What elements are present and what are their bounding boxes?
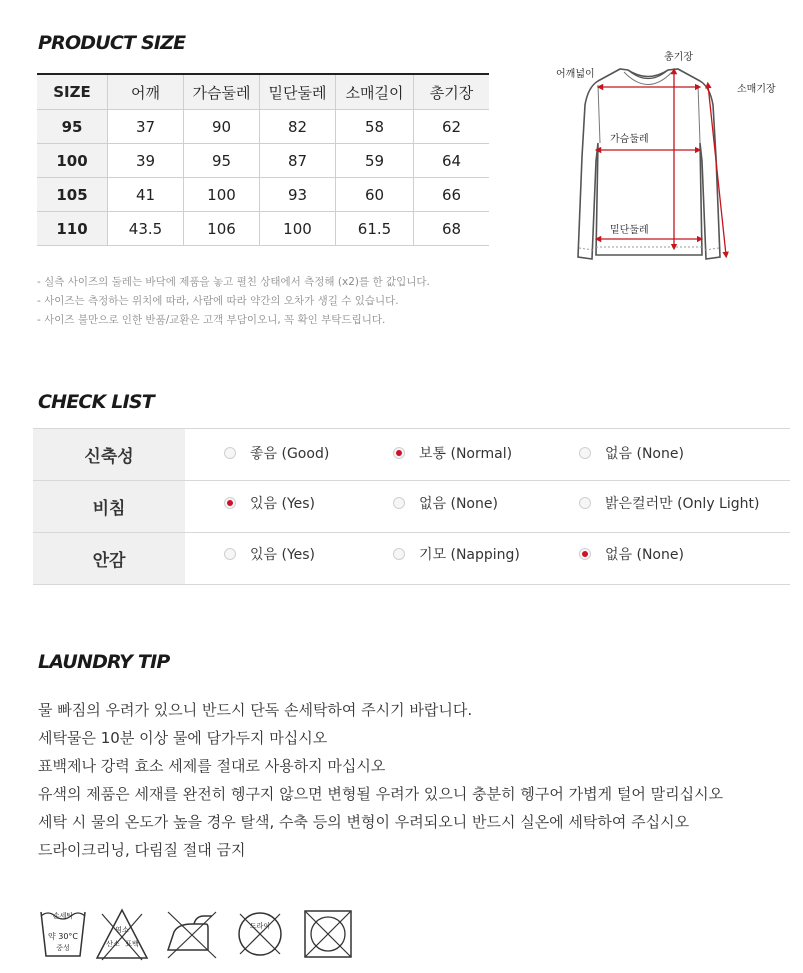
table-cell: 37 <box>108 110 184 144</box>
no-bleach-icon <box>94 906 150 962</box>
table-cell: 41 <box>108 178 184 212</box>
tip-line: 유색의 제품은 세재를 완전히 헹구지 않으면 변형될 우려가 있으니 충분히 헹구어 가볍게 털어 말리십시오 <box>38 785 724 803</box>
tip-line: 물 빠짐의 우려가 있으니 반드시 단독 손세탁하여 주시기 바랍니다. <box>38 701 473 719</box>
header-size: SIZE <box>37 74 108 110</box>
table-cell: 59 <box>336 144 414 178</box>
option-sheer-yes[interactable] <box>224 493 315 513</box>
table-cell: 82 <box>260 110 336 144</box>
size-cell: 100 <box>37 144 108 178</box>
no-iron-icon <box>164 906 220 962</box>
header-hem: 밑단둘레 <box>260 74 336 110</box>
laundry-tip-title: LAUNDRY TIP <box>38 651 170 673</box>
table-cell: 61.5 <box>336 212 414 246</box>
tip-line: 세탁 시 물의 온도가 높을 경우 탈색, 수축 등의 변형이 우려되오니 반드시 실온에 세탁하여 주십시오 <box>38 813 690 831</box>
measurement-diagram <box>548 45 776 270</box>
option-label: 보통 (Normal) <box>419 446 513 462</box>
header-length: 총기장 <box>414 74 490 110</box>
label-chest: 가슴둘레 <box>610 134 649 145</box>
bleach-text-bleach: 표백 <box>125 940 139 948</box>
table-row <box>37 212 489 246</box>
radio-button-selected[interactable] <box>579 548 591 560</box>
option-label: 좋음 (Good) <box>250 446 330 462</box>
table-cell: 64 <box>414 144 490 178</box>
hand-wash-temp: 약 30°C <box>47 932 79 941</box>
radio-button[interactable] <box>224 548 236 560</box>
note-line: - 사이즈 불만으로 인한 반품/교환은 고객 부담이오니, 꼭 확인 부탁드립니다. <box>37 314 386 326</box>
option-stretch-normal[interactable] <box>393 443 512 463</box>
label-hem: 밑단둘레 <box>610 225 649 236</box>
option-sheer-only-light[interactable] <box>579 493 759 513</box>
table-cell: 68 <box>414 212 490 246</box>
radio-button[interactable] <box>579 497 591 509</box>
radio-button-selected[interactable] <box>393 447 405 459</box>
size-cell: 95 <box>37 110 108 144</box>
size-notes <box>37 273 430 330</box>
size-cell: 105 <box>37 178 108 212</box>
no-tumble-dry-icon <box>300 906 356 962</box>
check-row-label: 안감 <box>33 533 185 585</box>
header-sleeve: 소매길이 <box>336 74 414 110</box>
label-sleeve: 소매기장 <box>737 84 776 95</box>
note-line: - 사이즈는 측정하는 위치에 따라, 사람에 따라 약간의 오차가 생길 수 있습니다. <box>37 295 399 307</box>
size-table <box>37 73 489 246</box>
table-cell: 39 <box>108 144 184 178</box>
radio-button-selected[interactable] <box>224 497 236 509</box>
radio-button[interactable] <box>393 497 405 509</box>
option-label: 없음 (None) <box>605 446 684 462</box>
size-table-header-row <box>37 74 489 110</box>
option-lining-none[interactable] <box>579 544 684 564</box>
no-dry-clean-icon <box>232 906 288 962</box>
table-row <box>37 110 489 144</box>
tip-line: 세탁물은 10분 이상 물에 담가두지 마십시오 <box>38 729 328 747</box>
option-label: 있음 (Yes) <box>250 496 316 512</box>
table-cell: 93 <box>260 178 336 212</box>
option-label: 없음 (None) <box>605 547 684 563</box>
table-cell: 87 <box>260 144 336 178</box>
table-cell: 66 <box>414 178 490 212</box>
option-label: 있음 (Yes) <box>250 547 316 563</box>
table-cell: 62 <box>414 110 490 144</box>
bleach-text-chlorine: 염소 <box>115 926 129 934</box>
header-chest: 가슴둘레 <box>184 74 260 110</box>
option-stretch-good[interactable] <box>224 443 329 463</box>
table-cell: 100 <box>184 178 260 212</box>
tip-line: 표백제나 강력 효소 세제를 절대로 사용하지 마십시오 <box>38 757 386 775</box>
table-cell: 95 <box>184 144 260 178</box>
laundry-tips <box>38 696 723 864</box>
option-label: 없음 (None) <box>419 496 498 512</box>
table-cell: 90 <box>184 110 260 144</box>
hand-wash-icon <box>38 906 88 962</box>
table-cell: 58 <box>336 110 414 144</box>
option-lining-yes[interactable] <box>224 544 315 564</box>
radio-button[interactable] <box>393 548 405 560</box>
radio-button[interactable] <box>579 447 591 459</box>
size-cell: 110 <box>37 212 108 246</box>
table-row <box>37 144 489 178</box>
note-line: - 실측 사이즈의 둘레는 바닥에 제품을 놓고 펼친 상태에서 측정해 (x2)를 한 값입니다. <box>37 276 430 288</box>
tip-line: 드라이크리닝, 다림질 절대 금지 <box>38 841 246 859</box>
bleach-text-oxygen: 산소 <box>106 940 120 948</box>
label-total-length: 총기장 <box>664 52 693 63</box>
table-cell: 60 <box>336 178 414 212</box>
option-label: 밝은컬러만 (Only Light) <box>605 496 760 512</box>
table-cell: 100 <box>260 212 336 246</box>
table-cell: 106 <box>184 212 260 246</box>
option-stretch-none[interactable] <box>579 443 684 463</box>
header-shoulder: 어깨 <box>108 74 184 110</box>
option-label: 기모 (Napping) <box>419 547 520 563</box>
option-sheer-none[interactable] <box>393 493 498 513</box>
table-row <box>37 178 489 212</box>
hand-wash-neutral: 중성 <box>56 944 70 952</box>
check-list-title: CHECK LIST <box>38 391 154 413</box>
check-row-label: 비침 <box>33 481 185 533</box>
check-row-label: 신축성 <box>33 429 185 481</box>
hand-wash-text: 손세탁 <box>52 912 74 920</box>
option-lining-napping[interactable] <box>393 544 520 564</box>
dry-clean-text: 드라이 <box>249 922 271 930</box>
table-cell: 43.5 <box>108 212 184 246</box>
product-size-title: PRODUCT SIZE <box>38 32 186 54</box>
radio-button[interactable] <box>224 447 236 459</box>
label-shoulder: 어깨넓이 <box>556 69 595 80</box>
